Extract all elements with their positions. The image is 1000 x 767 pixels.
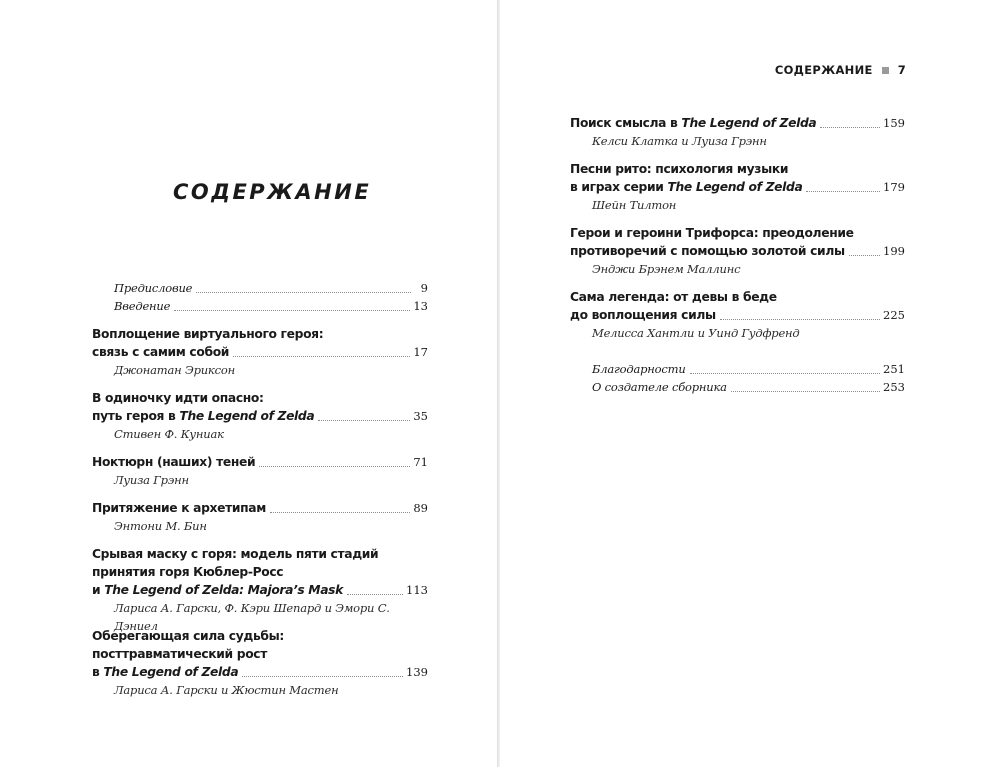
toc-chapter-1[interactable]: [92, 325, 428, 379]
chapter-title-line: Притяжение к архетипам: [92, 501, 266, 515]
dot-leader: [174, 309, 410, 311]
dot-leader: [731, 390, 880, 392]
toc-chapter-4[interactable]: [92, 499, 428, 535]
chapter-author: Энджи Брэнем Маллинс: [592, 262, 741, 276]
chapter-author: Шейн Тилтон: [592, 198, 677, 212]
toc-chapter-9[interactable]: [570, 224, 905, 278]
chapter-title-line: Срывая маску с горя: модель пяти стадий: [92, 547, 379, 561]
page-number: 35: [413, 409, 428, 423]
toc-entry-title: Введение: [114, 299, 171, 313]
page-number: 251: [883, 362, 905, 376]
dot-leader: [233, 355, 410, 357]
page-number: 113: [406, 583, 428, 597]
chapter-title-line: принятия горя Кюблер-Росс: [92, 565, 284, 579]
page-number: 71: [413, 455, 428, 469]
chapter-author: Лариса А. Гарски, Ф. Кэри Шепард и Эмори С. Дэниел: [114, 601, 390, 633]
toc-entry-title: Предисловие: [114, 281, 193, 295]
toc-chapter-5[interactable]: [92, 545, 428, 633]
dot-leader: [259, 465, 410, 467]
page-number: 159: [883, 116, 905, 130]
page-number: 199: [883, 244, 905, 258]
page-title: СОДЕРЖАНИЕ: [173, 180, 372, 204]
toc-chapter-7[interactable]: [570, 114, 905, 150]
chapter-author: Лариса А. Гарски и Жюстин Мастен: [114, 683, 339, 697]
page-number: 17: [413, 345, 428, 359]
page-number: 9: [420, 281, 428, 295]
toc-chapter-6[interactable]: [92, 627, 428, 699]
chapter-title-line: противоречий с помощью золотой силы: [570, 244, 845, 258]
chapter-title-line: Ноктюрн (наших) теней: [92, 455, 256, 469]
chapter-title-line: в The Legend of Zelda: [92, 665, 239, 679]
dot-leader: [820, 126, 880, 128]
chapter-title-line: Герои и героини Трифорса: преодоление: [570, 226, 854, 240]
chapter-author: Энтони М. Бин: [114, 519, 207, 533]
chapter-title-italic: The Legend of Zelda: [681, 116, 817, 130]
chapter-title-italic: The Legend of Zelda: [179, 409, 315, 423]
dot-leader: [270, 511, 410, 513]
page-number: 179: [883, 180, 905, 194]
running-head-page-number: 7: [897, 63, 906, 77]
toc-entry-acknowledgements[interactable]: [570, 360, 905, 378]
dot-leader: [347, 593, 403, 595]
toc-chapter-10[interactable]: [570, 288, 905, 342]
toc-chapter-8[interactable]: [570, 160, 905, 214]
dot-leader: [849, 254, 880, 256]
chapter-title-line: Оберегающая сила судьбы:: [92, 629, 284, 643]
toc-chapter-2[interactable]: [92, 389, 428, 443]
chapter-title-line: и The Legend of Zelda: Majora’s Mask: [92, 583, 343, 597]
dot-leader: [318, 419, 410, 421]
toc-chapter-3[interactable]: [92, 453, 428, 489]
chapter-author: Стивен Ф. Куниак: [114, 427, 224, 441]
toc-entry-about-editor[interactable]: [570, 378, 905, 396]
chapter-title-italic: The Legend of Zelda: Majora’s Mask: [104, 583, 343, 597]
chapter-title-line: Сама легенда: от девы в беде: [570, 290, 777, 304]
dot-leader: [720, 318, 880, 320]
chapter-author: Мелисса Хантли и Уинд Гудфренд: [592, 326, 800, 340]
chapter-title-line: в играх серии The Legend of Zelda: [570, 180, 803, 194]
toc-entry-title: Благодарности: [592, 362, 686, 376]
dot-leader: [690, 372, 881, 374]
chapter-author: Келси Клатка и Луиза Грэнн: [592, 134, 767, 148]
page-number: 13: [413, 299, 428, 313]
chapter-author: Джонатан Эриксон: [114, 363, 235, 377]
dot-leader: [806, 190, 880, 192]
chapter-title-line: посттравматический рост: [92, 647, 268, 661]
toc-right: [570, 114, 905, 396]
chapter-author: Луиза Грэнн: [114, 473, 189, 487]
chapter-title-line: Поиск смысла в The Legend of Zelda: [570, 116, 817, 130]
page-number: 253: [883, 380, 905, 394]
chapter-title-line: В одиночку идти опасно:: [92, 391, 264, 405]
right-page: [500, 0, 1000, 767]
square-icon: [882, 67, 889, 74]
left-page: [0, 0, 497, 767]
page-number: 139: [406, 665, 428, 679]
chapter-title-italic: The Legend of Zelda: [667, 180, 803, 194]
chapter-title-line: путь героя в The Legend of Zelda: [92, 409, 315, 423]
toc-left: [92, 279, 428, 709]
dot-leader: [242, 675, 403, 677]
page-number: 89: [413, 501, 428, 515]
chapter-title-line: Песни рито: психология музыки: [570, 162, 789, 176]
dot-leader: [196, 291, 411, 293]
running-head-label: СОДЕРЖАНИЕ: [774, 63, 873, 77]
toc-entry-foreword[interactable]: [92, 279, 428, 297]
chapter-title-line: Воплощение виртуального героя:: [92, 327, 324, 341]
chapter-title-line: до воплощения силы: [570, 308, 716, 322]
running-head: [775, 63, 906, 77]
page-number: 225: [883, 308, 905, 322]
chapter-title-italic: The Legend of Zelda: [103, 665, 239, 679]
chapter-title-line: связь с самим собой: [92, 345, 230, 359]
toc-entry-title: О создателе сборника: [592, 380, 727, 394]
toc-entry-introduction[interactable]: [92, 297, 428, 315]
